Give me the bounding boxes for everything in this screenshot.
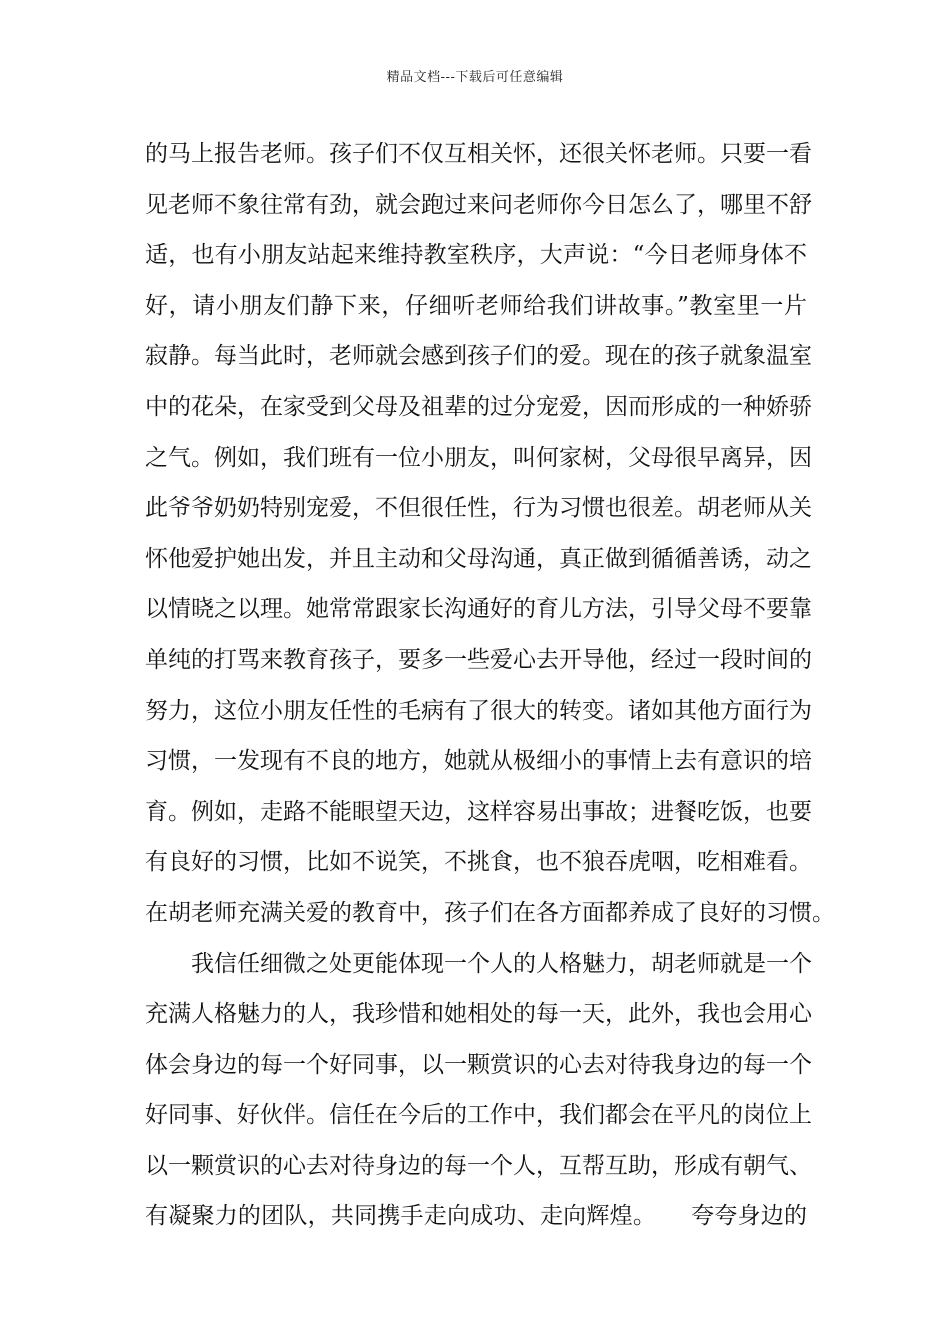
text-line: 寂静。每当此时，老师就会感到孩子们的爱。现在的孩子就象温室: [145, 343, 812, 370]
text-line: 见老师不象往常有劲，就会跑过来问老师你今日怎么了，哪里不舒: [145, 191, 812, 218]
text-line: 努力，这位小朋友任性的毛病有了很大的转变。诸如其他方面行为: [145, 697, 812, 724]
text-line: 充满人格魅力的人，我珍惜和她相处的每一天，此外，我也会用心: [145, 1001, 812, 1028]
paragraph-end-line: 在胡老师充满关爱的教育中，孩子们在各方面都养成了良好的习惯。: [145, 899, 835, 926]
text-line: 有良好的习惯，比如不说笑，不挑食，也不狼吞虎咽，吃相难看。: [145, 849, 812, 876]
text-line: 此爷爷奶奶特别宠爱，不但很任性，行为习惯也很差。胡老师从关: [145, 495, 812, 522]
paragraph-start-line: 我信任细微之处更能体现一个人的人格魅力，胡老师就是一个: [191, 950, 812, 977]
text-line: 好，请小朋友们静下来，仔细听老师给我们讲故事。”教室里一片: [145, 292, 807, 319]
text-line: 怀他爱护她出发，并且主动和父母沟通，真正做到循循善诱，动之: [145, 545, 812, 572]
text-line: 适，也有小朋友站起来维持教室秩序，大声说：“今日老师身体不: [145, 242, 807, 269]
text-line: 有凝聚力的团队，共同携手走向成功、走向辉煌。 夸夸身边的: [145, 1203, 807, 1230]
text-line: 育。例如，走路不能眼望天边，这样容易出事故；进餐吃饭，也要: [145, 798, 812, 825]
body-text: [145, 129, 835, 1242]
text-line: 体会身边的每一个好同事，以一颗赏识的心去对待我身边的每一个: [145, 1051, 812, 1078]
text-line: 的马上报告老师。孩子们不仅互相关怀，还很关怀老师。只要一看: [145, 141, 812, 167]
text-line: 好同事、好伙伴。信任在今后的工作中，我们都会在平凡的岗位上: [145, 1102, 812, 1129]
text-line: 中的花朵，在家受到父母及祖辈的过分宠爱，因而形成的一种娇骄: [145, 393, 812, 420]
text-line: 习惯，一发现有不良的地方，她就从极细小的事情上去有意识的培: [145, 748, 812, 775]
text-line: 单纯的打骂来教育孩子，要多一些爱心去开导他，经过一段时间的: [145, 646, 812, 673]
text-line: 之气。例如，我们班有一位小朋友，叫何家树，父母很早离异，因: [145, 444, 812, 471]
text-line: 以情晓之以理。她常常跟家长沟通好的育儿方法，引导父母不要靠: [145, 596, 812, 623]
page-header: 精品文档---下载后可任意编辑: [386, 70, 564, 85]
text-line: 以一颗赏识的心去对待身边的每一个人，互帮互助，形成有朝气、: [145, 1152, 812, 1179]
